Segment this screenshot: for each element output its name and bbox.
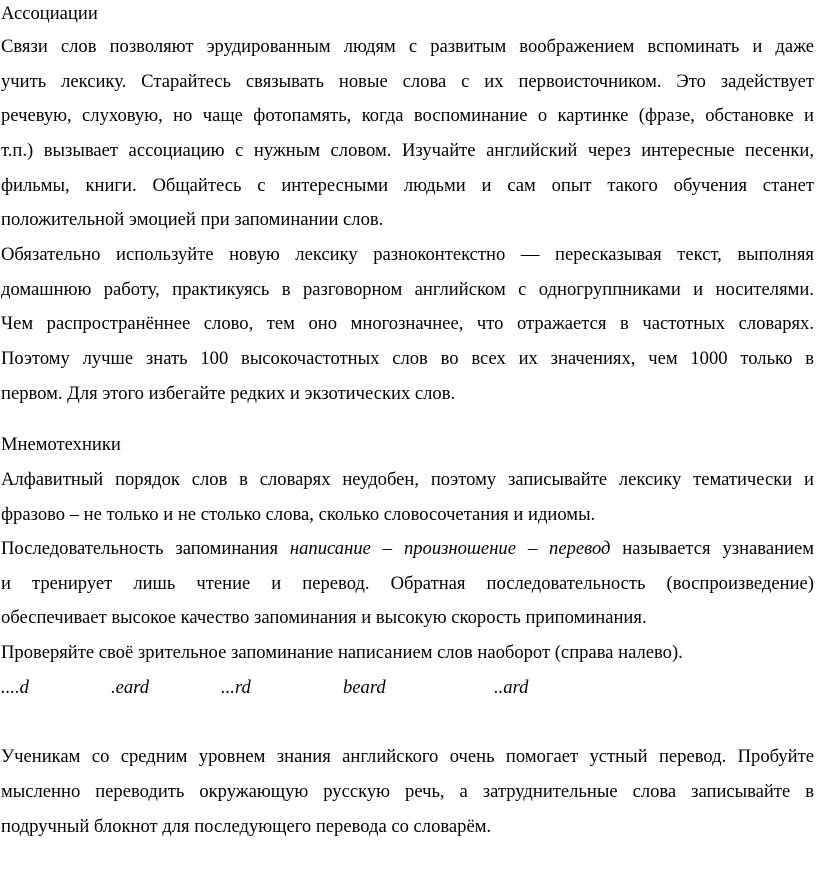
paragraph-line: речевую, слуховую, но чаще фотопамять, когда воспоминание о картинке (фразе, обстановке и: [1, 105, 814, 126]
paragraph-line: Проверяйте своё зрительное запоминание написанием слов наоборот (справа налево).: [1, 642, 683, 663]
italic-sequence: написание – произношение – перевод: [289, 538, 611, 559]
paragraph-line: Алфавитный порядок слов в словарях неудобен, поэтому записывайте лексику тематически и: [1, 469, 814, 490]
reverse-spelling-item: beard: [343, 677, 386, 698]
paragraph-line: Ученикам со средним уровнем знания английского очень помогает устный перевод. Пробуйте: [1, 746, 814, 767]
text-segment: называется узнаванием: [610, 538, 814, 559]
paragraph-line: т.п.) вызывает ассоциацию с нужным словом. Изучайте английский через интересные песенки,: [1, 140, 814, 161]
paragraph-line: и тренирует лишь чтение и перевод. Обратная последовательность (воспроизведение): [1, 573, 814, 594]
paragraph-line: положительной эмоцией при запоминании слов.: [1, 209, 384, 230]
reverse-spelling-item: ...rd: [221, 677, 251, 698]
paragraph-line: обеспечивает высокое качество запоминания и высокую скорость припоминания.: [1, 607, 647, 628]
section-heading-mnemonics: Мнемотехники: [1, 434, 121, 455]
section-heading-associations: Ассоциации: [1, 3, 98, 24]
paragraph-line: мысленно переводить окружающую русскую речь, а затруднительные слова записывайте в: [1, 781, 814, 802]
paragraph-line: учить лексику. Старайтесь связывать новые слова с их первоисточником. Это задействует: [1, 71, 814, 92]
paragraph-line: фразово – не только и не столько слова, сколько словосочетания и идиомы.: [1, 504, 596, 525]
paragraph-line: Обязательно используйте новую лексику разноконтекстно — пересказывая текст, выполняя: [1, 244, 814, 265]
paragraph-line: Связи слов позволяют эрудированным людям с развитым воображением вспоминать и даже: [1, 36, 814, 57]
reverse-spelling-item: ..ard: [494, 677, 529, 698]
reverse-spelling-item: ....d: [1, 677, 29, 698]
paragraph-line: фильмы, книги. Общайтесь с интересными людьми и сам опыт такого обучения станет: [1, 175, 814, 196]
paragraph-line: домашнюю работу, практикуясь в разговорном английском с одногруппниками и носителями.: [1, 279, 814, 300]
paragraph-line: первом. Для этого избегайте редких и экзотических слов.: [1, 383, 456, 404]
paragraph-line: Поэтому лучше знать 100 высокочастотных слов во всех их значениях, чем 1000 только в: [1, 348, 814, 369]
paragraph-line-mixed: [1, 537, 814, 561]
paragraph-line: подручный блокнот для последующего перевода со словарём.: [1, 816, 492, 837]
paragraph-line: Чем распространённее слово, тем оно многозначнее, что отражается в частотных словарях.: [1, 313, 814, 334]
reverse-spelling-item: .eard: [111, 677, 150, 698]
text-segment: Последовательность запоминания: [1, 538, 290, 559]
